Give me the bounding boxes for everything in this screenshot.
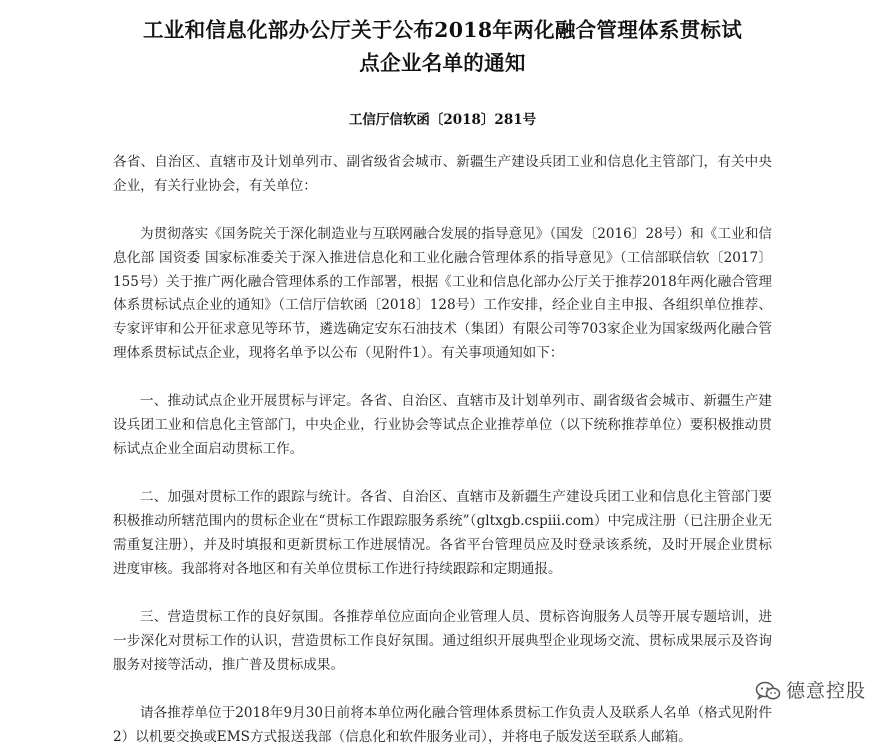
document-title-line-2: 点企业名单的通知 <box>359 51 526 75</box>
wechat-logo-icon <box>755 681 781 701</box>
item-one-paragraph: 一、推动试点企业开展贯标与评定。各省、自治区、直辖市及计划单列市、副省级省会城市、新疆生产建设兵团工业和信息化主管部门，中央企业，行业协会等试点企业推荐单位（以下统称推荐单位）要积极推动贯标试点企业全面启动贯标工作。 <box>113 393 772 457</box>
watermark-text: 德意控股 <box>785 680 866 702</box>
watermark <box>749 679 868 703</box>
intro-paragraph: 为贯彻落实《国务院关于深化制造业与互联网融合发展的指导意见》（国发〔2016〕28号）和《工业和信息化部 国资委 国家标准委关于深入推进信息化和工业化融合管理体系的指导意见》（工信部联信软〔2017〕155号）关于推广两化融合管理体系的工作部署，根据《工业和信息化部办公厅关于推荐2018年两化融合管理体系贯标试点企业的通知》（工信厅信软函〔2018〕128号）工作安排，经企业自主申报、各组织单位推荐、专家评审和公开征求意见等环节，遴选确定安东石油技术（集团）有限公司等703家企业为国家级两化融合管理体系贯标试点企业，现将名单予以公布（见附件1）。有关事项通知如下： <box>113 226 772 362</box>
submission-paragraph: 请各推荐单位于2018年9月30日前将本单位两化融合管理体系贯标工作负责人及联系人名单（格式见附件2）以机要交换或EMS方式报送我部（信息化和软件服务业司），并将电子版发送至联系人邮箱。 <box>113 704 772 745</box>
document-title-line-1: 工业和信息化部办公厅关于公布2018年两化融合管理体系贯标试 <box>142 18 743 42</box>
item-three-paragraph: 三、营造贯标工作的良好氛围。各推荐单位应面向企业管理人员、贯标咨询服务人员等开展专题培训，进一步深化对贯标工作的认识，营造贯标工作良好氛围。通过组织开展典型企业现场交流、贯标成果展示及咨询服务对接等活动，推广普及贯标成果。 <box>113 608 772 673</box>
document-title <box>113 14 772 80</box>
document-number: 工信厅信软函〔2018〕281号 <box>348 112 537 128</box>
item-two-paragraph: 二、加强对贯标工作的跟踪与统计。各省、自治区、直辖市及新疆生产建设兵团工业和信息化主管部门要积极推动所辖范围内的贯标企业在“贯标工作跟踪服务系统”（gltxgb.cspiii.com）中完成注册（已注册企业无需重复注册），并及时填报和更新贯标工作进展情况。各省平台管理员应及时登录该系统，及时开展企业贯标进度审核。我部将对各地区和有关单位贯标工作进行持续跟踪和定期通报。 <box>113 489 772 577</box>
salutation-paragraph: 各省、自治区、直辖市及计划单列市、副省级省会城市、新疆生产建设兵团工业和信息化主管部门，有关中央企业，有关行业协会，有关单位： <box>113 154 772 194</box>
